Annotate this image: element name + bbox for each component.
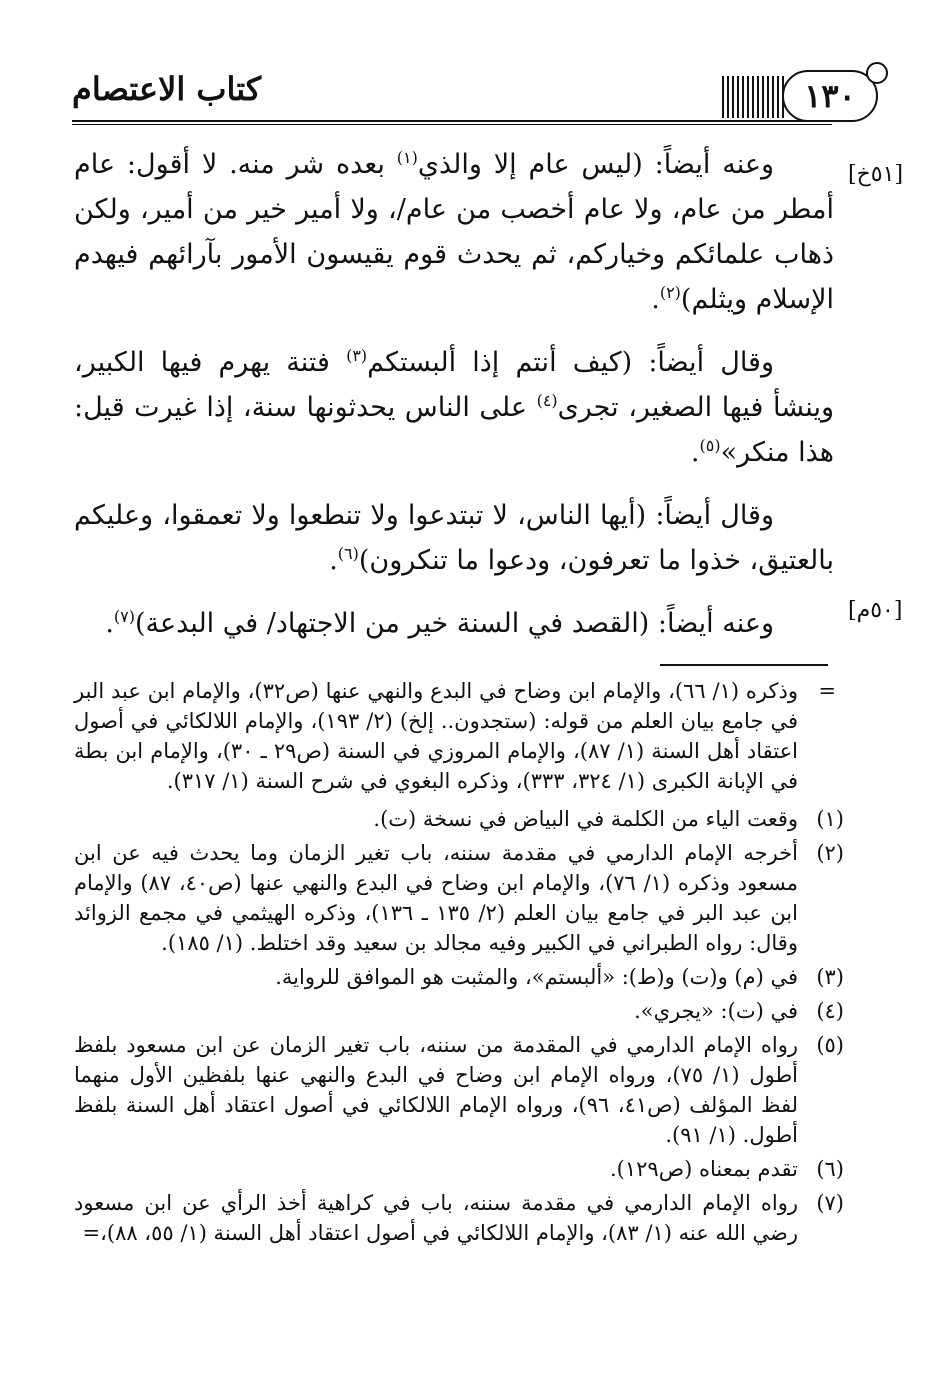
margin-note-50m: [٥٠م] (848, 598, 903, 623)
footnote-continuation: = وذكره (١/ ٦٦)، والإمام ابن وضاح في البدع والنهي عنها (ص٣٢)، والإمام ابن عبد البر في جامع بيان العلم من قوله: (ستجدون.. إلخ) (٢/ ١٩٣)، والإمام اللالكائي في أصول اعتقاد أهل السنة (١/ ٨٧)، والإمام المروزي في السنة (ص٢٩ ـ ٣٠)، والإمام ابن بطة في الإبانة الكبرى (١/ ٣٢٤، ٣٣٣)، وذكره البغوي في شرح السنة (١/ ٣١٧). (74, 676, 844, 796)
footnote-number: (٤) (816, 999, 844, 1023)
header-ornament (722, 76, 786, 118)
main-text (74, 142, 834, 646)
footnote-ref[interactable]: (٤) (536, 391, 558, 410)
footnote: (١) وقعت الياء من الكلمة في البياض في نسخة (ت). (74, 804, 844, 834)
paragraph: وعنه أيضاً: (ليس عام إلا والذي$^{(١)}$ بعده شر منه. لا أقول: عام أمطر من عام، ولا عام أخصب من عام/، ولا أمير خير من أمير، ولكن ذهاب علمائكم وخياركم، ثم يحدث قوم يقيسون الأمور بآرائهم فيهدم الإسلام ويثلم)$^{(٢)}$. (74, 148, 835, 315)
footnotes (74, 676, 844, 1252)
footnote-number: (٦) (816, 1157, 844, 1181)
paragraph: وقال أيضاً: (أيها الناس، لا تبتدعوا ولا تنطعوا ولا تعمقوا، وعليكم بالعتيق، خذوا ما تعرفون، ودعوا ما تنكرون)$^{(٦)}$. (74, 500, 834, 576)
page-header (72, 62, 856, 124)
header-rule (72, 120, 832, 122)
page-number: ١٣٠ (782, 70, 878, 122)
ornament-dot (866, 62, 888, 84)
paragraph: وقال أيضاً: (كيف أنتم إذا ألبستكم$^{(٣)}$ فتنة يهرم فيها الكبير، وينشأ فيها الصغير، تجرى$^{(٤)}$ على الناس يحدثونها سنة، إذا غيرت قيل: هذا منكر»$^{(٥)}$. (74, 346, 835, 468)
footnote-ref[interactable]: (٢) (659, 283, 681, 302)
footnote: (٤) في (ت): «يجري». (74, 996, 844, 1026)
book-title: كتاب الاعتصام (72, 70, 262, 108)
footnote-ref[interactable]: (١) (396, 148, 418, 167)
footnote: (٢) أخرجه الإمام الدارمي في مقدمة سننه، باب تغير الزمان وما يحدث فيه عن ابن مسعود وذكره (١/ ٧٦)، والإمام ابن وضاح في البدع والنهي عنها (ص٤٠، ٨٧) والإمام ابن عبد البر في جامع بيان العلم (٢/ ١٣٥ ـ ١٣٦)، وذكره الهيثمي في مجمع الزوائد وقال: رواه الطبراني في الكبير وفيه مجالد بن سعيد وقد اختلط. (١/ ١٨٥). (74, 838, 844, 958)
footnote-ref[interactable]: (٥) (699, 436, 721, 455)
paragraph: وعنه أيضاً: (القصد في السنة خير من الاجتهاد/ في البدعة)$^{(٧)}$. (105, 607, 774, 639)
footnote-ref[interactable]: (٣) (346, 346, 368, 365)
footnote-number: (٧) (816, 1191, 844, 1215)
footnote-number: (٥) (816, 1033, 844, 1057)
footnote: (٣) في (م) و(ت) و(ط): «ألبستم»، والمثبت هو الموافق للرواية. (74, 962, 844, 992)
footnote-number: (٢) (816, 841, 844, 865)
footnote-ref[interactable]: (٦) (337, 544, 359, 563)
footnote: (٦) تقدم بمعناه (ص١٢٩). (74, 1154, 844, 1184)
footnote-number: (١) (816, 807, 844, 831)
footnote: (٧) رواه الإمام الدارمي في مقدمة سننه، باب في كراهية أخذ الرأي عن ابن مسعود رضي الله عنه (١/ ٨٣)، والإمام اللالكائي في أصول اعتقاد أهل السنة (١/ ٥٥، ٨٨)،= (74, 1188, 844, 1248)
footnote-ref[interactable]: (٧) (113, 607, 136, 626)
header-rule-thin (72, 124, 832, 125)
footnote-separator (660, 664, 828, 666)
margin-note-51kh: [٥١خ] (848, 162, 904, 187)
footnote: (٥) رواه الإمام الدارمي في المقدمة من سننه، باب تغير الزمان عن ابن مسعود بلفظ أطول (١/ ٧٥)، ورواه الإمام ابن وضاح في البدع والنهي عنها بلفظين الأول منهما لفظ المؤلف (ص٤١، ٩٦)، ورواه الإمام اللالكائي في أصول اعتقاد أهل السنة بلفظ أطول. (١/ ٩١). (74, 1030, 844, 1150)
footnote-number: (٣) (816, 965, 844, 989)
continuation-mark: = (818, 679, 836, 703)
